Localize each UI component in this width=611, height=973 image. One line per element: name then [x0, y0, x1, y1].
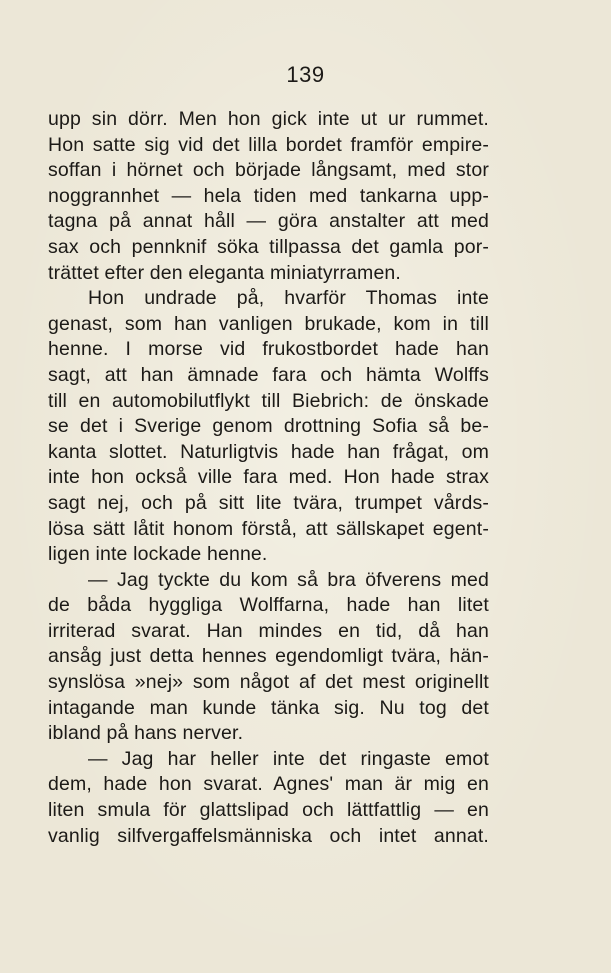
text-line: Hon satte sig vid det lilla bordet framför empire- [48, 133, 489, 156]
text-line: sagt, att han ämnade fara och hämta Wolffs [48, 363, 489, 386]
text-line: henne. I morse vid frukostbordet hade han [48, 338, 489, 361]
text-line: de båda hyggliga Wolffarna, hade han litet [48, 594, 489, 617]
text-line: upp sin dörr. Men hon gick inte ut ur rummet. [48, 108, 489, 130]
text-line: trättet efter den eleganta miniatyrramen. [48, 261, 401, 284]
text-line: till en automobilutflykt till Biebrich: de önskade [48, 389, 489, 412]
text-line: kanta slottet. Naturligtvis hade han frågat, om [48, 440, 489, 463]
text-line: sagt nej, och på sitt lite tvära, trumpet vårds- [48, 491, 489, 514]
text-line: ligen inte lockade henne. [48, 543, 268, 566]
text-line: vanlig silfvergaffelsmänniska och intet annat. [48, 824, 489, 847]
text-line: ibland på hans nerver. [48, 722, 244, 745]
text-line: Hon undrade på, hvarför Thomas inte [88, 287, 489, 310]
text-line: synslösa »nej» som något af det mest originellt [48, 671, 489, 694]
text-line: se det i Sverige genom drottning Sofia så be- [48, 415, 489, 438]
text-line: — Jag tyckte du kom så bra öfverens med [88, 568, 489, 591]
page-number: 139 [286, 62, 325, 87]
text-line: lösa sätt låtit honom förstå, att sällskapet egent- [48, 517, 489, 540]
text-line: tagna på annat håll — göra anstalter att med [48, 210, 489, 233]
text-line: noggrannhet — hela tiden med tankarna upp- [48, 184, 489, 207]
body-text [48, 107, 489, 849]
text-line: — Jag har heller inte det ringaste emot [88, 747, 489, 770]
text-line: intagande man kunde tänka sig. Nu tog det [48, 696, 489, 719]
text-line: genast, som han vanligen brukade, kom in till [48, 312, 489, 335]
text-line: inte hon också ville fara med. Hon hade strax [48, 466, 489, 489]
text-line: dem, hade hon svarat. Agnes' man är mig en [48, 773, 489, 796]
text-line: sax och pennknif söka tillpassa det gamla por- [48, 235, 489, 258]
text-line: soffan i hörnet och började långsamt, med stor [48, 159, 489, 182]
text-line: ansåg just detta hennes egendomligt tvära, hän- [48, 645, 489, 668]
text-line: liten smula för glattslipad och lättfattlig — en [48, 799, 489, 822]
text-line: irriterad svarat. Han mindes en tid, då han [48, 619, 489, 642]
